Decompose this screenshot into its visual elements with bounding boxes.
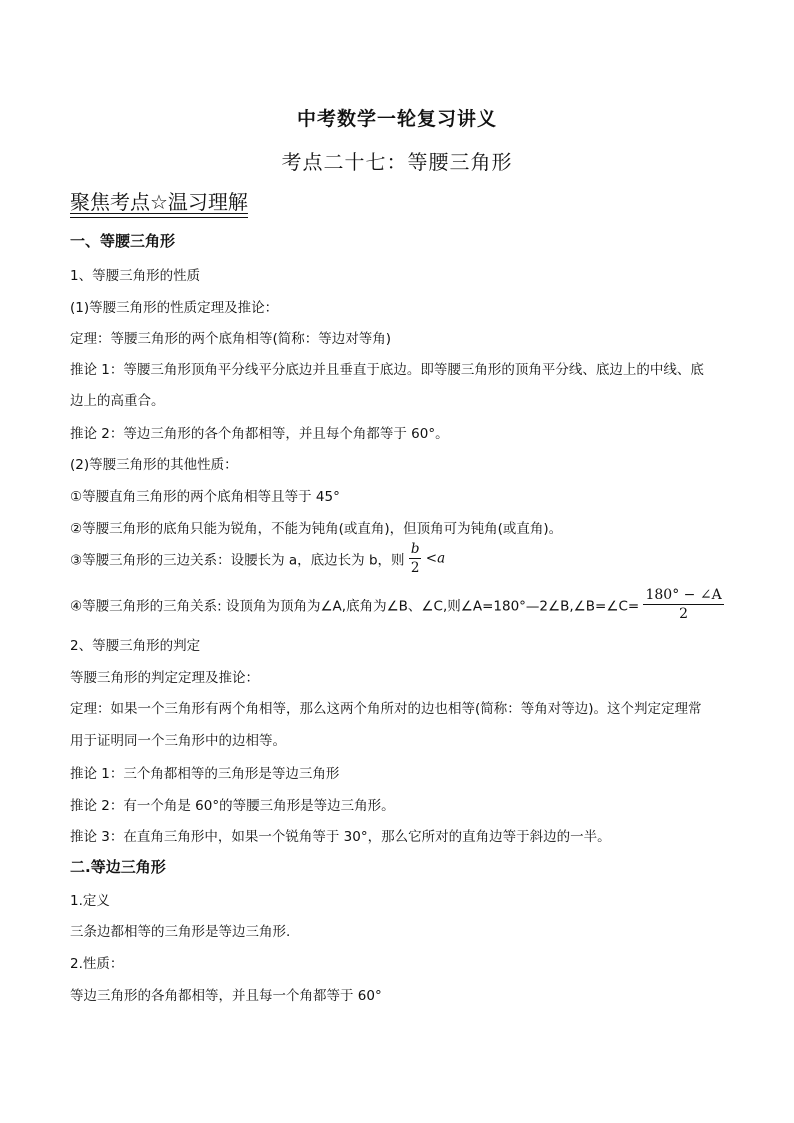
paragraph: 2.性质：	[70, 956, 124, 972]
paragraph: 推论 1：三个角都相等的三角形是等边三角形	[70, 766, 340, 782]
fraction	[643, 586, 723, 623]
text: ④等腰三角形的三角关系: 设顶角为顶角为∠A,底角为∠B、∠C,则∠A=180°—2∠B,∠B=∠C=	[70, 598, 640, 615]
numerator: 180° − ∠A	[645, 587, 722, 603]
paragraph: 定理：等腰三角形的两个底角相等(简称：等边对等角)	[70, 331, 392, 347]
paragraph: 边上的高重合。	[70, 393, 165, 409]
paragraph: 推论 3：在直角三角形中，如果一个锐角等于 30°，那么它所对的直角边等于斜边的一半。	[70, 829, 611, 845]
paragraph: 1.定义	[70, 893, 110, 909]
paragraph-side-relation	[70, 540, 445, 577]
paragraph: 定理：如果一个三角形有两个角相等，那么这两个角所对的边也相等(简称：等角对等边)。这个判定定理常	[70, 701, 702, 717]
denominator: 2	[410, 560, 420, 576]
subheading-criteria: 2、等腰三角形的判定	[70, 638, 201, 654]
denominator: 2	[679, 606, 689, 622]
paragraph: 用于证明同一个三角形中的边相等。	[70, 733, 286, 749]
paragraph: (1)等腰三角形的性质定理及推论：	[70, 300, 279, 316]
document-title: 中考数学一轮复习讲义	[296, 108, 497, 130]
paragraph: 等边三角形的各角都相等，并且每一个角都等于 60°	[70, 988, 382, 1004]
paragraph: (2)等腰三角形的其他性质：	[70, 457, 238, 473]
inequality: <a	[425, 550, 446, 567]
numerator: b	[410, 541, 420, 557]
heading-equilateral: 二.等边三角形	[70, 858, 166, 876]
paragraph: 推论 1：等腰三角形顶角平分线平分底边并且垂直于底边。即等腰三角形的顶角平分线、底边上的中线、底	[70, 362, 704, 378]
paragraph: 三条边都相等的三角形是等边三角形.	[70, 924, 291, 940]
subheading-properties: 1、等腰三角形的性质	[70, 268, 201, 284]
heading-isosceles: 一、等腰三角形	[70, 232, 176, 250]
paragraph: ②等腰三角形的底角只能为锐角，不能为钝角(或直角)，但顶角可为钝角(或直角)。	[70, 521, 563, 537]
paragraph: 推论 2：有一个角是 60°的等腰三角形是等边三角形。	[70, 798, 395, 814]
paragraph-angle-relation	[70, 586, 724, 623]
paragraph: ①等腰直角三角形的两个底角相等且等于 45°	[70, 489, 340, 505]
paragraph: 推论 2：等边三角形的各个角都相等，并且每个角都等于 60°。	[70, 426, 449, 442]
section-heading: 聚焦考点☆温习理解	[70, 186, 248, 218]
fraction	[409, 540, 422, 577]
paragraph: 等腰三角形的判定定理及推论：	[70, 670, 259, 686]
document-subtitle: 考点二十七：等腰三角形	[281, 150, 513, 174]
text: ③等腰三角形的三边关系：设腰长为 a，底边长为 b，则	[70, 552, 405, 569]
